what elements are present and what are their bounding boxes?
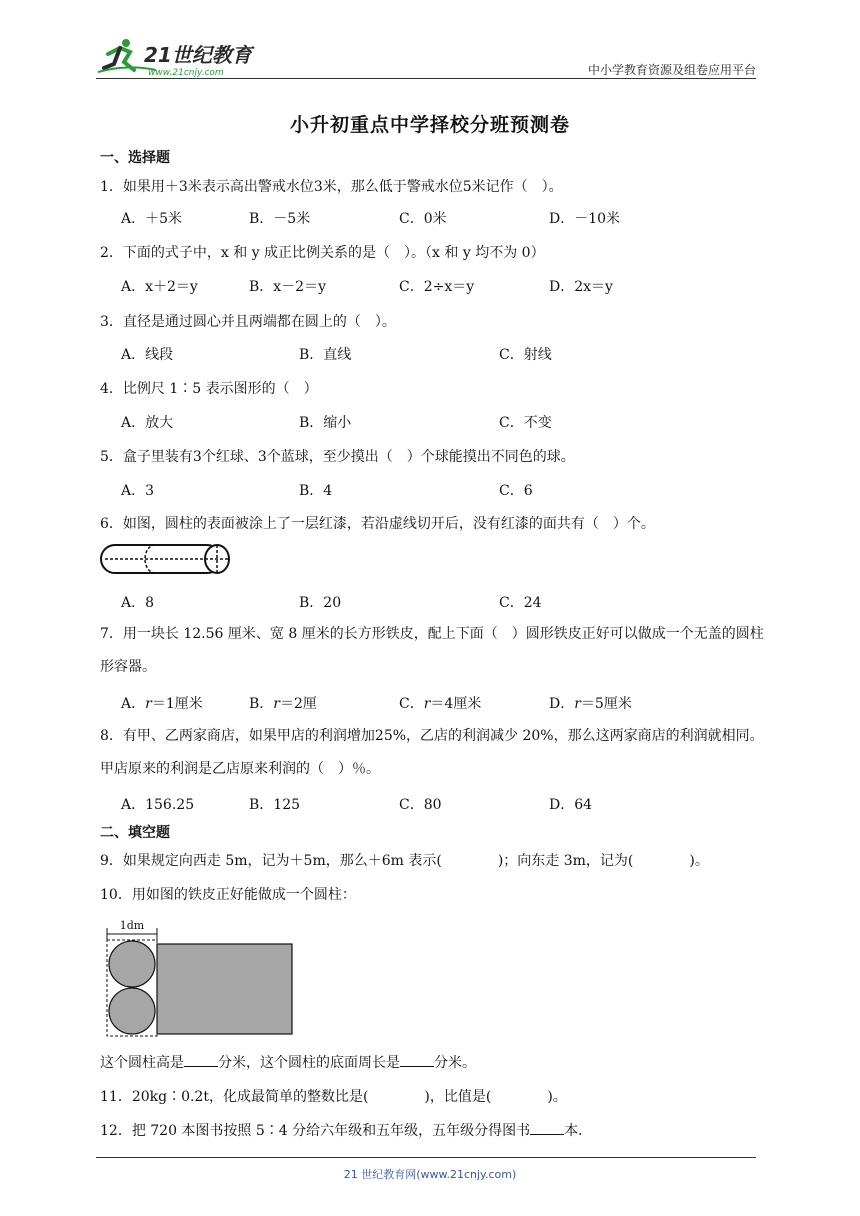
site-logo (96, 34, 266, 80)
q7-option-a: A．r＝1厘米 (121, 696, 203, 712)
q8-option-c: C．80 (399, 797, 442, 813)
q4-option-c: C．不变 (499, 415, 552, 431)
q4-option-b: B．缩小 (299, 415, 352, 431)
q7-option-b: B．r＝2厘 (249, 696, 317, 712)
q7-option-c: C．r＝4厘米 (399, 696, 482, 712)
question-6: 6．如图，圆柱的表面被涂上了一层红漆，若沿虚线切开后，没有红漆的面共有（ ）个。 (100, 516, 655, 532)
q6-option-c: C．24 (499, 595, 542, 611)
q5-option-a: A．3 (121, 483, 155, 499)
sheet-metal-figure (104, 914, 298, 1038)
header-divider (96, 78, 756, 79)
q8-option-d: D．64 (549, 797, 593, 813)
question-11: 11．20kg∶0.2t，化成最简单的整数比是( )，比值是( )。 (100, 1089, 567, 1105)
q7-option-d: D．r＝5厘米 (549, 696, 632, 712)
q5-option-b: B．4 (299, 483, 333, 499)
logo-url: www.21cnjy.com (148, 68, 224, 78)
section-heading-fill: 二、填空题 (100, 825, 170, 841)
q1-option-c: C．0米 (399, 211, 447, 227)
platform-label: 中小学教育资源及组卷应用平台 (587, 63, 756, 77)
q3-option-c: C．射线 (499, 347, 552, 363)
question-10-sub: 这个圆柱高是 分米，这个圆柱的底面周长是 分米。 (100, 1055, 476, 1071)
question-2: 2．下面的式子中，x 和 y 成正比例关系的是（ ）。（x 和 y 均不为 0） (100, 245, 545, 261)
q8-option-b: B．125 (249, 797, 301, 813)
logo-text: 21世纪教育 (144, 43, 252, 67)
q2-option-d: D．2x＝y (549, 279, 613, 295)
q6-option-b: B．20 (299, 595, 342, 611)
question-1: 1．如果用＋3米表示高出警戒水位3米，那么低于警戒水位5米记作（ ）。 (100, 179, 563, 195)
q4-option-a: A．放大 (121, 415, 174, 431)
q2-option-c: C．2÷x＝y (399, 279, 475, 295)
question-5: 5．盒子里装有3个红球、3个蓝球，至少摸出（ ）个球能摸出不同色的球。 (100, 449, 575, 465)
q8-option-a: A．156.25 (121, 797, 195, 813)
section-heading-choice: 一、选择题 (100, 150, 170, 166)
q5-option-c: C．6 (499, 483, 533, 499)
q1-option-a: A．＋5米 (121, 211, 183, 227)
question-9: 9．如果规定向西走 5m，记为＋5m，那么＋6m 表示( )；向东走 3m，记为( )。 (100, 853, 709, 869)
cylinder-figure (99, 543, 233, 575)
q3-option-a: A．线段 (121, 347, 174, 363)
question-8: 8．有甲、乙两家商店，如果甲店的利润增加25%，乙店的利润减少 20%，那么这两家商店的利润就相同。甲店原来的利润是乙店原来利润的（ ）％。 (100, 728, 764, 777)
q1-option-b: B．－5米 (249, 211, 311, 227)
footer-text: 21 世纪教育网(www.21cnjy.com) (343, 1168, 517, 1181)
figure-dim-label: 1dm (119, 919, 145, 932)
q1-option-d: D．－10米 (549, 211, 621, 227)
question-10: 10．用如图的铁皮正好能做成一个圆柱： (100, 887, 356, 903)
q3-option-b: B．直线 (299, 347, 352, 363)
q6-option-a: A．8 (121, 595, 155, 611)
question-7: 7．用一块长 12.56 厘米、宽 8 厘米的长方形铁皮，配上下面（ ）圆形铁皮正好可以做成一个无盖的圆柱形容器。 (100, 626, 764, 675)
q2-option-b: B．x－2＝y (249, 279, 326, 295)
question-3: 3．直径是通过圆心并且两端都在圆上的（ ）。 (100, 314, 396, 330)
footer-divider (96, 1157, 756, 1158)
page-title: 小升初重点中学择校分班预测卷 (289, 114, 570, 136)
q2-option-a: A．x＋2＝y (121, 279, 198, 295)
question-4: 4．比例尺 1∶5 表示图形的（ ） (100, 381, 318, 397)
question-12: 12．把 720 本图书按照 5∶4 分给六年级和五年级，五年级分得图书 本． (100, 1123, 593, 1139)
